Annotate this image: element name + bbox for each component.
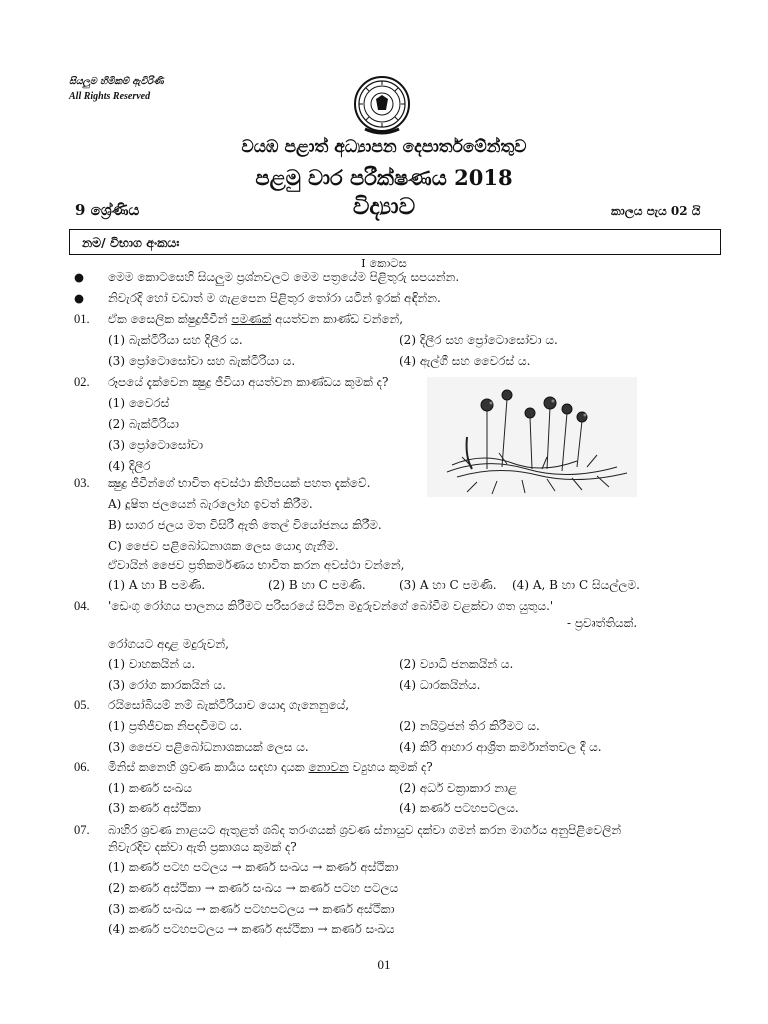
- option[interactable]: (3) රෝග කාරකයින් ය.: [108, 678, 226, 692]
- option[interactable]: (1) කර්ණ පටහ පටලය → කර්ණ සංඛය → කර්ණ අස්ථිකා: [108, 860, 399, 874]
- option[interactable]: (4) A, B හා C සියල්ලම.: [512, 578, 640, 592]
- question-7-text-cont: නිවැරදිව දක්වා ඇති ප්‍රකාශය කුමක් ද?: [108, 840, 297, 854]
- option[interactable]: (1) වෛරස්: [108, 396, 170, 410]
- option[interactable]: (1) බැක්ටීරියා සහ දිලීර ය.: [108, 333, 243, 347]
- name-index-label: නම/ විභාග අංකයඃ: [82, 235, 180, 250]
- option[interactable]: (4) කර්ණ පටහපටලය.: [399, 801, 519, 815]
- question-5-text: රයිසෝබියම් නම් බැක්ටීරියාව යොදා ගැනෙනුයේ,: [108, 698, 350, 712]
- department-name: වයඹ පළාත් අධ්‍යාපන දෙපාර්තමේන්තුව: [241, 137, 527, 157]
- question-number: 07.: [74, 823, 90, 837]
- option[interactable]: (1) A හා B පමණි.: [108, 578, 206, 592]
- statement: A) දූෂිත ජලයෙන් බැරලෝහ ඉවත් කිරීම.: [108, 497, 313, 511]
- question-number: 04.: [74, 599, 90, 613]
- option[interactable]: (4) දිලීර: [108, 459, 151, 473]
- question-4-quote: 'ඩෙංගු රෝගය පාලනය කිරීමට පරිසරයේ සිටින මදුරුවන්ගේ බෝවීම වළක්වා ගත යුතුය.': [108, 599, 554, 613]
- option[interactable]: (2) බැක්ටීරියා: [108, 417, 179, 431]
- option[interactable]: (1) ප්‍රතිජීවක නිපදවීමට ය.: [108, 719, 243, 733]
- option[interactable]: (1) කර්ණ සංඛය: [108, 781, 192, 795]
- question-number: 03.: [74, 476, 90, 490]
- quote-source: - ප්‍රවෘත්තියක්.: [567, 616, 638, 630]
- question-number: 02.: [74, 375, 90, 389]
- question-1-text: ඒක සෛලික ක්ෂුද්‍රජීවීන් පමණක් අයත්වන කාණ්ඩ වන්නේ,: [108, 312, 404, 326]
- mould-fungus-illustration: [427, 377, 637, 497]
- option[interactable]: (1) වාහකයින් ය.: [108, 657, 196, 671]
- bullet-icon: ●: [74, 270, 85, 284]
- copyright-sinhala: සියලුම හිමිකම් ඇවිරිණි: [69, 76, 164, 87]
- option[interactable]: (2) දිලීර සහ ප්‍රෝටොසෝවා ය.: [399, 333, 558, 347]
- grade-label: 9 ශ්‍රේණිය: [75, 201, 140, 219]
- question-6-text: මිනිස් කනෙහි ශ්‍රවණ කාර්‍යය සඳහා දායක නොවන ව්‍යුහය කුමක් ද?: [108, 760, 433, 774]
- option[interactable]: (2) කර්ණ අස්ථිකා → කර්ණ සංඛය → කර්ණ පටහ පටලය: [108, 881, 399, 895]
- question-3-text: ක්‍ෂුද්‍ර ජීවීන්ගේ භාවිත අවස්ථා කිහිපයක් පහත දැක්වේ.: [108, 476, 371, 490]
- part-title: I කොටස: [361, 256, 407, 270]
- option[interactable]: (3) ප්‍රෝටොසෝවා සහ බැක්ටීරියා ය.: [108, 354, 296, 368]
- question-7-text: බාහිර ශ්‍රවණ නාළයට ඇතුළත් ශබ්ද තරංගයක් ශ්‍රවණ ස්නායුව දක්වා ගමන් කරන මාර්ගය අනුපිළිවෙලින්: [108, 823, 622, 837]
- subject-title: විද්‍යාව: [352, 193, 416, 220]
- option[interactable]: (2) අර්ධ චක්‍රාකාර නාළ: [399, 781, 518, 795]
- time-allowed: කාලය පැය 02 යි: [611, 204, 701, 218]
- statement: B) සාගර ජලය මත විසිරී ඇති තෙල් වියෝජනය කිරීම.: [108, 518, 382, 532]
- option[interactable]: (3) කර්ණ සංඛය → කර්ණ පටහපටලය → කර්ණ අස්ථිකා: [108, 902, 395, 916]
- question-3-sub: ඒවායින් ජෛව ප්‍රතිකර්මණය භාවිත කරන අවස්ථා වන්නේ,: [108, 558, 405, 572]
- copyright-english: All Rights Reserved: [69, 91, 151, 102]
- page-number: 01: [377, 957, 391, 972]
- question-2-text: රූපයේ දැක්වෙන ක්‍ෂුද්‍ර ජීවියා අයත්වන කාණ්ඩය කුමක් ද?: [108, 375, 389, 389]
- option[interactable]: (2) ව්‍යාධි ජනකයින් ය.: [399, 657, 514, 671]
- exam-title: පළමු වාර පරීක්ෂණය 2018: [255, 165, 513, 190]
- option[interactable]: (3) කර්ණ අස්ථිකා: [108, 801, 201, 815]
- name-index-box[interactable]: [69, 229, 721, 255]
- instruction-1: මෙම කොටසෙහි සියලුම ප්‍රශ්නවලට මෙම පත්‍රයේම පිළිතුරු සපයන්න.: [108, 270, 460, 284]
- option[interactable]: (3) ජෛව පළිබෝධනාශකයක් ලෙස ය.: [108, 740, 309, 754]
- option[interactable]: (4) ඇල්ගී සහ වෛරස් ය.: [399, 354, 531, 368]
- question-number: 06.: [74, 760, 90, 774]
- option[interactable]: (4) ධාරකයින්ය.: [399, 678, 481, 692]
- instruction-2: නිවැරදි හෝ වඩාත් ම ගැළපෙන පිළිතුර තෝරා යටින් ඉරක් අඳින්න.: [108, 291, 441, 305]
- option[interactable]: (3) ප්‍රෝටොසෝවා: [108, 438, 204, 452]
- option[interactable]: (4) කිරි ආහාර ආශ්‍රිත කර්මාන්තවල දී ය.: [399, 740, 602, 754]
- option[interactable]: (4) කර්ණ පටහපටලය → කර්ණ අස්ථිකා → කර්ණ සංඛය: [108, 922, 395, 936]
- option[interactable]: (3) A හා C පමණි.: [399, 578, 497, 592]
- underlined-word: නොවන: [308, 760, 349, 774]
- statement: C) ජෛව පළිබෝධනාශක ලෙස යොදා ගැනීම.: [108, 539, 339, 553]
- underlined-word: පමණක්: [231, 312, 272, 326]
- bullet-icon: ●: [74, 291, 85, 305]
- government-emblem-icon: [351, 75, 413, 137]
- question-number: 01.: [74, 312, 90, 326]
- question-4-text: රෝගයට අදාළ මදුරුවන්,: [108, 637, 229, 651]
- question-number: 05.: [74, 698, 90, 712]
- option[interactable]: (2) නයිට්‍රජන් තිර කිරීමට ය.: [399, 719, 540, 733]
- option[interactable]: (2) B හා C පමණි.: [268, 578, 366, 592]
